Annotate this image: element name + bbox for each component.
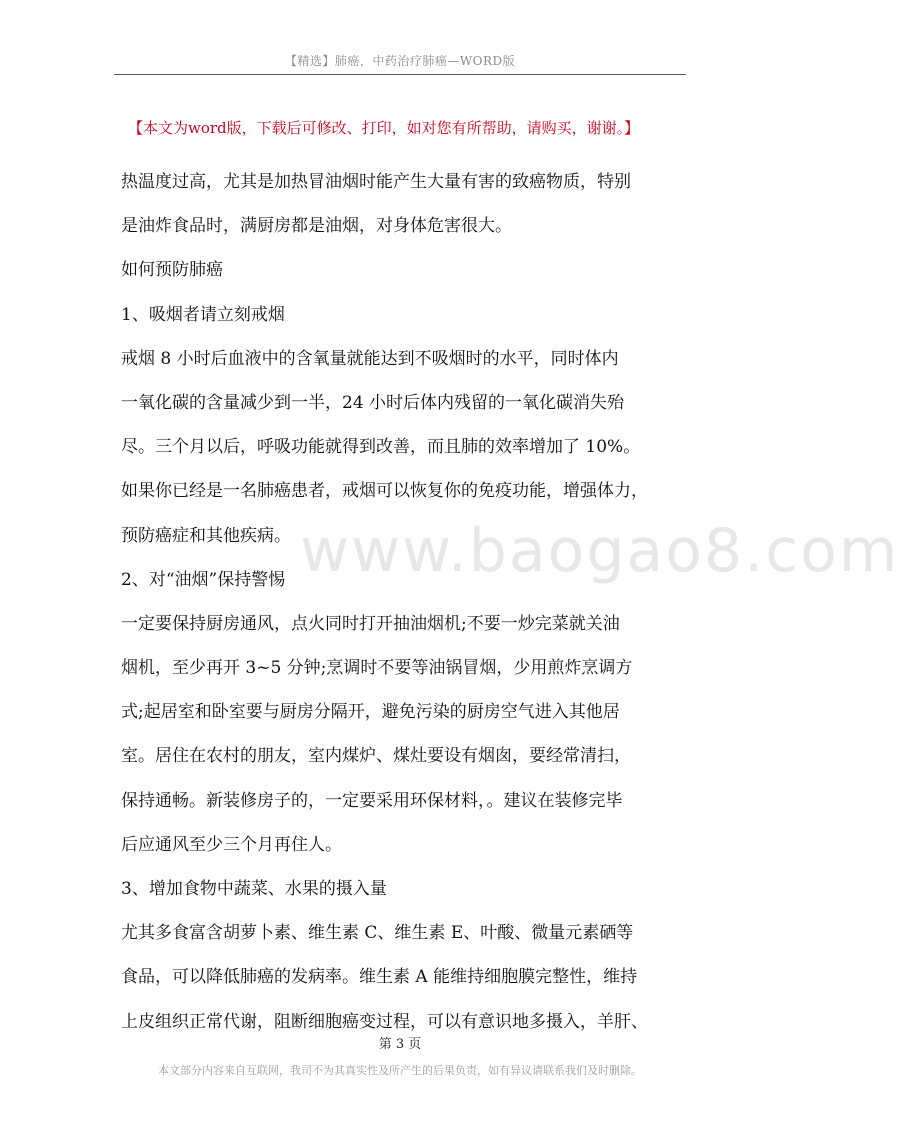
- page-number: 第 3 页: [378, 1037, 422, 1052]
- subsection-heading: 2、对“油烟”保持警惕: [121, 569, 286, 590]
- body-line: 热温度过高，尤其是加热冒油烟时能产生大量有害的致癌物质，特别: [121, 172, 631, 192]
- body-line: 尽。三个月以后，呼吸功能就得到改善，而且肺的效率增加了 10%。: [121, 437, 641, 458]
- body-line: 戒烟 8 小时后血液中的含氧量就能达到不吸烟时的水平，同时体内: [121, 348, 619, 369]
- body-line: 是油炸食品时，满厨房都是油烟，对身体危害很大。: [121, 216, 512, 237]
- subsection-heading: 1、吸烟者请立刻戒烟: [121, 304, 285, 325]
- body-line: 式;起居室和卧室要与厨房分隔开，避免污染的厨房空气进入其他居: [121, 702, 620, 723]
- body-line: 尤其多食富含胡萝卜素、维生素 C、维生素 E、叶酸、微量元素硒等: [121, 923, 634, 944]
- body-line: 预防癌症和其他疾病。: [121, 525, 291, 546]
- page-header-title: 【精选】肺癌，中药治疗肺癌—WORD版: [284, 54, 516, 68]
- subsection-heading: 3、增加食物中蔬菜、水果的摄入量: [121, 879, 387, 899]
- body-line: 后应通风至少三个月再住人。: [121, 834, 342, 855]
- footer-disclaimer: 本文部分内容来自互联网，我司不为其真实性及所产生的后果负责，如有异议请联系我们及时删除。: [158, 1064, 642, 1077]
- body-line: 保持通畅。新装修房子的，一定要采用环保材料，。建议在装修完毕: [121, 790, 623, 811]
- body-line: 食品，可以降低肺癌的发病率。维生素 A 能维持细胞膜完整性，维持: [121, 967, 638, 988]
- body-line: 烟机，至少再开 3~5 分钟;烹调时不要等油锅冒烟，少用煎炸烹调方: [121, 658, 633, 679]
- body-line: 如果你已经是一名肺癌患者，戒烟可以恢复你的免疫功能，增强体力，: [121, 481, 648, 502]
- section-heading: 如何预防肺癌: [121, 260, 223, 281]
- document-body: [121, 160, 686, 1044]
- body-line: 室。居住在农村的朋友，室内煤炉、煤灶要设有烟囱，要经常清扫，: [121, 746, 631, 767]
- site-watermark: www.baogao8.com: [300, 516, 899, 586]
- body-line: 一定要保持厨房通风，点火同时打开抽油烟机;不要一炒完菜就关油: [121, 613, 620, 634]
- word-version-notice: 【本文为word版，下载后可修改、打印，如对您有所帮助，请购买，谢谢。】: [128, 119, 640, 137]
- body-line: 一氧化碳的含量减少到一半，24 小时后体内残留的一氧化碳消失殆: [121, 392, 625, 413]
- body-line: 上皮组织正常代谢，阻断细胞癌变过程，可以有意识地多摄入，羊肝、: [121, 1011, 648, 1032]
- header-divider: [114, 74, 686, 75]
